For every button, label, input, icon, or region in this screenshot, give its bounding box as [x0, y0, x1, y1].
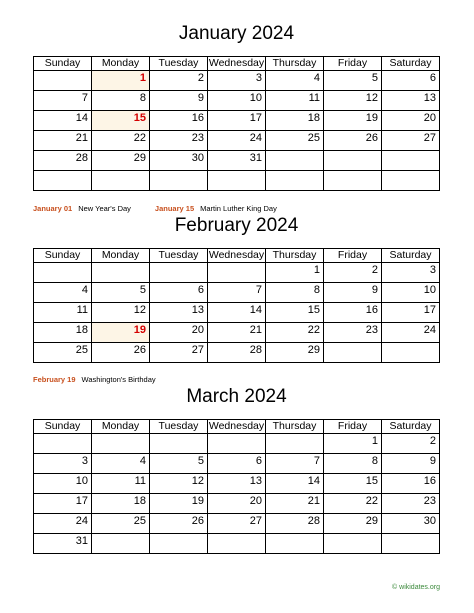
day-cell: 11 — [92, 474, 150, 494]
day-cell: 16 — [324, 303, 382, 323]
day-cell: 16 — [150, 111, 208, 131]
weekday-header-row — [34, 420, 440, 434]
day-cell: 15 — [324, 474, 382, 494]
weekday-header: Thursday — [266, 249, 324, 263]
day-cell: 8 — [92, 91, 150, 111]
empty-cell — [208, 171, 266, 191]
day-cell: 10 — [208, 91, 266, 111]
day-cell: 13 — [382, 91, 440, 111]
empty-cell — [34, 434, 92, 454]
day-cell: 8 — [266, 283, 324, 303]
week-row — [34, 263, 440, 283]
day-cell: 28 — [266, 514, 324, 534]
day-cell: 8 — [324, 454, 382, 474]
day-cell: 9 — [382, 454, 440, 474]
day-cell: 21 — [34, 131, 92, 151]
day-cell: 17 — [34, 494, 92, 514]
weekday-header: Monday — [92, 249, 150, 263]
day-cell: 12 — [324, 91, 382, 111]
day-cell: 1 — [266, 263, 324, 283]
day-cell: 24 — [382, 323, 440, 343]
week-row — [34, 343, 440, 363]
day-cell: 5 — [150, 454, 208, 474]
weekday-header: Wednesday — [208, 249, 265, 261]
day-cell: 22 — [92, 131, 150, 151]
empty-cell — [208, 534, 266, 554]
day-cell: 15 — [266, 303, 324, 323]
day-cell: 1 — [324, 434, 382, 454]
empty-cell — [324, 343, 382, 363]
weekday-header: Saturday — [382, 249, 440, 263]
weekday-header: Friday — [324, 57, 382, 71]
empty-cell — [92, 263, 150, 283]
empty-cell — [150, 434, 208, 454]
week-row — [34, 151, 440, 171]
day-cell: 18 — [34, 323, 92, 343]
day-cell: 9 — [150, 91, 208, 111]
day-cell: 22 — [324, 494, 382, 514]
day-cell: 17 — [208, 111, 266, 131]
day-cell: 14 — [34, 111, 92, 131]
day-cell: 31 — [34, 534, 92, 554]
empty-cell — [92, 534, 150, 554]
day-cell: 11 — [266, 91, 324, 111]
day-cell: 6 — [150, 283, 208, 303]
week-row — [34, 171, 440, 191]
day-cell: 7 — [208, 283, 266, 303]
weekday-header: Saturday — [382, 57, 440, 71]
weekday-header: Saturday — [382, 420, 440, 434]
empty-cell — [324, 171, 382, 191]
day-cell: 19 — [92, 323, 150, 343]
day-cell: 27 — [208, 514, 266, 534]
empty-cell — [382, 534, 440, 554]
day-cell: 5 — [92, 283, 150, 303]
day-cell: 20 — [150, 323, 208, 343]
day-cell: 23 — [382, 494, 440, 514]
week-row — [34, 131, 440, 151]
weekday-header: Sunday — [34, 249, 92, 263]
day-cell: 28 — [208, 343, 266, 363]
calendar-grid — [33, 248, 440, 363]
day-cell: 22 — [266, 323, 324, 343]
week-row — [34, 474, 440, 494]
weekday-header: Tuesday — [150, 420, 208, 434]
weekday-header: Monday — [92, 57, 150, 71]
empty-cell — [266, 534, 324, 554]
day-cell: 24 — [208, 131, 266, 151]
week-row — [34, 514, 440, 534]
weekday-header: Tuesday — [150, 57, 208, 71]
empty-cell — [382, 171, 440, 191]
credit-link[interactable]: © wikidates.org — [392, 584, 440, 591]
empty-cell — [92, 434, 150, 454]
empty-cell — [324, 534, 382, 554]
week-row — [34, 71, 440, 91]
day-cell: 17 — [382, 303, 440, 323]
empty-cell — [324, 151, 382, 171]
day-cell: 29 — [266, 343, 324, 363]
empty-cell — [382, 151, 440, 171]
day-cell: 10 — [382, 283, 440, 303]
week-row — [34, 323, 440, 343]
empty-cell — [34, 171, 92, 191]
day-cell: 19 — [324, 111, 382, 131]
day-cell: 11 — [34, 303, 92, 323]
week-row — [34, 494, 440, 514]
calendar-grid — [33, 419, 440, 554]
day-cell: 26 — [324, 131, 382, 151]
holiday-list — [33, 375, 180, 385]
empty-cell — [150, 171, 208, 191]
day-cell: 21 — [208, 323, 266, 343]
week-row — [34, 111, 440, 131]
weekday-header: Wednesday — [208, 57, 265, 69]
holiday-date: February 19 — [33, 375, 76, 384]
day-cell: 29 — [92, 151, 150, 171]
empty-cell — [266, 171, 324, 191]
holiday-name: Martin Luther King Day — [200, 204, 277, 213]
day-cell: 19 — [150, 494, 208, 514]
day-cell: 18 — [266, 111, 324, 131]
calendar-grid — [33, 56, 440, 191]
day-cell: 30 — [382, 514, 440, 534]
day-cell: 10 — [34, 474, 92, 494]
day-cell: 18 — [92, 494, 150, 514]
day-cell: 20 — [382, 111, 440, 131]
day-cell: 3 — [382, 263, 440, 283]
day-cell: 26 — [92, 343, 150, 363]
weekday-header: Thursday — [266, 420, 324, 434]
weekday-header: Thursday — [266, 57, 324, 71]
holiday-date: January 01 — [33, 204, 73, 213]
day-cell: 4 — [266, 71, 324, 91]
day-cell: 12 — [150, 474, 208, 494]
day-cell: 26 — [150, 514, 208, 534]
week-row — [34, 434, 440, 454]
day-cell: 14 — [266, 474, 324, 494]
empty-cell — [150, 534, 208, 554]
day-cell: 2 — [324, 263, 382, 283]
day-cell: 23 — [324, 323, 382, 343]
day-cell: 7 — [266, 454, 324, 474]
empty-cell — [92, 171, 150, 191]
day-cell: 6 — [208, 454, 266, 474]
holiday-name: New Year's Day — [78, 204, 131, 213]
day-cell: 23 — [150, 131, 208, 151]
empty-cell — [150, 263, 208, 283]
day-cell: 9 — [324, 283, 382, 303]
holiday-list — [33, 204, 301, 214]
day-cell: 13 — [150, 303, 208, 323]
day-cell: 25 — [266, 131, 324, 151]
empty-cell — [208, 434, 266, 454]
day-cell: 7 — [34, 91, 92, 111]
day-cell: 27 — [150, 343, 208, 363]
empty-cell — [266, 151, 324, 171]
day-cell: 4 — [34, 283, 92, 303]
weekday-header-row — [34, 249, 440, 263]
day-cell: 12 — [92, 303, 150, 323]
day-cell: 24 — [34, 514, 92, 534]
day-cell: 2 — [382, 434, 440, 454]
day-cell: 2 — [150, 71, 208, 91]
day-cell: 3 — [208, 71, 266, 91]
empty-cell — [34, 71, 92, 91]
month-title: February 2024 — [174, 215, 299, 236]
day-cell: 25 — [34, 343, 92, 363]
holiday-date: January 15 — [154, 204, 195, 213]
weekday-header-row — [34, 57, 440, 71]
day-cell: 20 — [208, 494, 266, 514]
day-cell: 27 — [382, 131, 440, 151]
weekday-header: Sunday — [34, 57, 92, 71]
day-cell: 16 — [382, 474, 440, 494]
week-row — [34, 454, 440, 474]
week-row — [34, 303, 440, 323]
day-cell: 31 — [208, 151, 266, 171]
day-cell: 15 — [92, 111, 150, 131]
empty-cell — [208, 263, 266, 283]
weekday-header: Friday — [324, 420, 382, 434]
day-cell: 29 — [324, 514, 382, 534]
day-cell: 25 — [92, 514, 150, 534]
holiday-name: Washington's Birthday — [81, 375, 156, 384]
day-cell: 21 — [266, 494, 324, 514]
day-cell: 4 — [92, 454, 150, 474]
day-cell: 14 — [208, 303, 266, 323]
month-title: January 2024 — [178, 23, 295, 44]
weekday-header: Friday — [324, 249, 382, 263]
weekday-header: Sunday — [34, 420, 92, 434]
day-cell: 6 — [382, 71, 440, 91]
empty-cell — [382, 343, 440, 363]
empty-cell — [34, 263, 92, 283]
day-cell: 28 — [34, 151, 92, 171]
day-cell: 30 — [150, 151, 208, 171]
empty-cell — [266, 434, 324, 454]
week-row — [34, 534, 440, 554]
day-cell: 5 — [324, 71, 382, 91]
day-cell: 3 — [34, 454, 92, 474]
weekday-header: Tuesday — [150, 249, 208, 263]
day-cell: 1 — [92, 71, 150, 91]
weekday-header: Monday — [92, 420, 150, 434]
weekday-header: Wednesday — [208, 420, 265, 432]
day-cell: 13 — [208, 474, 266, 494]
week-row — [34, 91, 440, 111]
week-row — [34, 283, 440, 303]
month-title: March 2024 — [186, 386, 287, 407]
